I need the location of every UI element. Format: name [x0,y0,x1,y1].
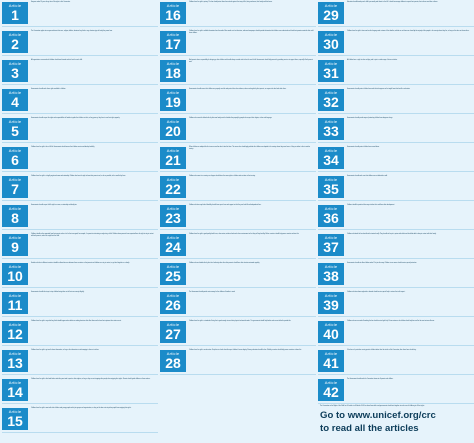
article-text: Governments should provide ways of protecting children from dangerous drugs. [347,118,393,119]
article-label: Article [8,148,22,153]
article-number: 28 [165,355,181,371]
article-badge [2,205,28,227]
article-number: 18 [165,65,181,81]
article-item [2,406,158,433]
article-label: Article [166,235,180,240]
article-item [318,261,474,288]
article-number: 13 [7,355,23,371]
article-item [318,174,474,201]
article-text: Children who have any kind of disability should have special care and support so that they can lead full and independent lives. [189,205,262,206]
article-text: Children have the right to say what they think should happen when adults are making decisions that affect them and to have their opinions taken into account. [31,321,122,322]
article-label: Article [166,293,180,298]
article-number: 37 [323,239,339,255]
article-text: Children have the right to a standard of living that is good enough to meet their physical and mental needs. The government should help families who cannot afford to provide this. [189,321,292,322]
article-number: 29 [323,7,339,23]
article-badge [2,2,28,24]
article-item [2,174,158,201]
article-label: Article [166,351,180,356]
article-label: Article [8,3,22,8]
article-number: 22 [165,181,181,197]
article-label: Article [324,380,338,385]
article-text: Governments should make sure that children are not abducted or sold. [347,176,388,177]
article-number: 6 [11,152,19,168]
article-number: 1 [11,7,19,23]
article-label: Article [166,61,180,66]
article-label: Article [166,3,180,8]
article-badge [2,89,28,111]
article-text: Governments should protect children from work that is dangerous or that might harm their health or education. [347,89,411,90]
article-item [318,319,474,346]
article-badge [318,89,344,111]
article-item [2,232,158,259]
footer-text: The Convention on the Rights of the Child has 54 articles in all. Articles 43-54 are about how adults and governments should work together to make sure all children get all their rights. [320,406,425,407]
article-text: Both parents share responsibility for bringing up their children and should always consider what is best for each child. Governments should help parents by providing services to support them, especially if both parents work. [189,60,313,63]
article-badge [318,2,344,24]
article-number: 25 [165,268,181,284]
article-item [160,319,316,346]
article-label: Article [166,148,180,153]
article-badge [2,263,28,285]
article-item [160,0,316,27]
article-item [160,232,316,259]
article-text: All children have a right to relax and play, and to join in a wide range of leisure activities. [347,60,398,61]
article-number: 42 [323,384,339,400]
article-number: 32 [323,94,339,110]
article-text: Children who are accused of breaking the law should receive legal help. Prison sentences for children should only be used for the most serious offences. [347,321,435,322]
article-badge [160,31,186,53]
article-item [160,174,316,201]
article-text: Children should not be separated from their parents unless it is for their own good, for example, if a parent is mistreating or neglecting a child. Children whose parents have separated have the right to stay in contact with both parents, unless this might hurt the child. [31,234,154,237]
article-number: 24 [165,239,181,255]
article-item [160,145,316,172]
article-number: 38 [323,268,339,284]
article-item [2,29,158,56]
article-badge [2,321,28,343]
article-number: 23 [165,210,181,226]
website-line-1: Go to www.unicef.org/crc [320,409,436,421]
article-text: Children have the right to think and believe what they want and to practise their religion, as long as they are not stopping other people from enjoying their rights. Parents should guide children on these matters. [31,379,151,380]
articles-column-3 [318,0,474,443]
article-badge [160,263,186,285]
article-number: 41 [323,355,339,371]
article-badge [160,350,186,372]
article-badge [160,176,186,198]
article-label: Article [324,351,338,356]
article-text: Children have the right to a legally registered name and nationality. Children also have the right to know their parents and, as far as possible, to be cared for by them. [31,176,126,177]
article-label: Article [166,119,180,124]
article-item [2,290,158,317]
article-badge [160,2,186,24]
article-label: Article [324,3,338,8]
article-number: 8 [11,210,19,226]
article-badge [2,292,28,314]
article-item [160,58,316,85]
article-item [318,87,474,114]
article-label: Article [324,32,338,37]
article-label: Article [324,322,338,327]
article-label: Article [8,32,22,37]
article-text: Families who live in different countries should be allowed to move between those countries so that parents and children can stay in contact, or get back together as a family. [31,263,130,264]
article-number: 7 [11,181,19,197]
article-text: All organisations concerned with children should work towards what is best for each child. [31,60,83,61]
article-text: Children should be protected from any activities that could harm their development. [347,205,395,206]
article-label: Article [166,177,180,182]
article-number: 12 [7,326,23,342]
article-text: Children who are looked after by their local authority rather than their parents should have their situation reviewed regularly. [189,263,260,264]
article-item [160,261,316,288]
article-label: Article [166,264,180,269]
article-item [2,58,158,85]
article-text: Children who break the law should not be treated cruelly. They should not be put in prison with adults and should be able to keep in contact with their family. [347,234,437,235]
article-number: 19 [165,94,181,110]
article-label: Article [166,32,180,37]
article-badge [160,60,186,82]
article-text: Children who have been neglected or abused should receive special help to restore their self-respect. [347,292,406,293]
article-item [2,87,158,114]
article-label: Article [324,293,338,298]
article-label: Article [8,90,22,95]
article-text: Children have the right to learn and use the language and customs of their families, whether or not these are shared by the majority of the people in the country where they live, as long as this does not harm others. [347,31,470,32]
article-number: 20 [165,123,181,139]
article-item [318,348,474,375]
article-item [2,377,158,404]
article-number: 40 [323,326,339,342]
article-number: 17 [165,36,181,52]
footer-block [320,406,472,434]
article-label: Article [324,90,338,95]
article-number: 5 [11,123,19,139]
article-text: Governments should respect child's right to a name, a nationality and family ties. [31,205,78,206]
article-text: The Government should make the Convention known to all parents and children. [347,379,394,380]
article-item [318,290,474,317]
article-label: Article [8,206,22,211]
article-text: Children have the right to live a full life. Governments should ensure that children survive and develop healthily. [31,147,95,148]
article-text: Governments should make these rights available to children. [31,89,66,90]
article-badge [2,147,28,169]
article-badge [160,205,186,227]
article-text: Governments should take steps to stop children being taken out of their own country illegally. [31,292,85,293]
article-label: Article [324,119,338,124]
article-item [2,116,158,143]
article-badge [160,321,186,343]
article-number: 21 [165,152,181,168]
article-label: Article [8,177,22,182]
article-item [2,348,158,375]
article-label: Article [166,206,180,211]
article-number: 14 [7,384,23,400]
article-label: Article [324,148,338,153]
article-badge [318,147,344,169]
article-text: The Convention applies to everyone whatever their race, religion, abilities, whatever they think or say, whatever type of family they come from. [31,31,113,32]
article-number: 30 [323,36,339,52]
article-badge [2,31,28,53]
article-text: Governments should respect the rights and responsibilities of families to guide their children so that, as they grow up, they learn to use their rights properly. [31,118,120,119]
articles-column-1 [2,0,158,443]
article-number: 31 [323,65,339,81]
article-badge [2,379,28,401]
article-item [2,319,158,346]
article-text: Children have the right to meet with other children and young people and to join groups and organisations, as long as this does not stop other people from enjoying their rights. [31,408,132,409]
article-badge [318,292,344,314]
article-label: Article [324,264,338,269]
article-number: 2 [11,36,19,52]
article-label: Article [8,119,22,124]
article-item [160,348,316,375]
article-badge [160,118,186,140]
article-badge [2,350,28,372]
article-label: Article [8,293,22,298]
article-number: 16 [165,7,181,23]
article-badge [2,118,28,140]
article-item [318,58,474,85]
article-label: Article [8,235,22,240]
article-item [160,116,316,143]
article-badge [2,234,28,256]
article-badge [318,118,344,140]
article-item [318,29,474,56]
article-number: 10 [7,268,23,284]
article-item [160,203,316,230]
article-badge [318,31,344,53]
article-number: 4 [11,94,19,110]
article-badge [160,147,186,169]
article-text: Governments should not allow children under 15 to join the army. Children in war zones should receive special protection. [347,263,417,264]
article-label: Article [324,235,338,240]
article-badge [318,350,344,372]
article-number: 15 [7,413,23,429]
article-label: Article [8,322,22,327]
article-text: The Government should provide extra money for the children of families in need. [189,292,236,293]
article-number: 11 [7,297,23,313]
article-label: Article [166,90,180,95]
article-text: Governments should ensure that children are properly cared for and protect them from violence, abuse and neglect by their parents, or anyone else who looks after them. [189,89,287,90]
article-label: Article [166,322,180,327]
article-text: Governments should protect children from sexual abuse. [347,147,380,148]
article-text: Children have the right to privacy. The law should protect them from attacks against their way of life, their good name, their family and their home. [189,2,273,3]
article-label: Article [8,264,22,269]
article-badge [2,176,28,198]
article-badge [160,292,186,314]
article-number: 39 [323,297,339,313]
article-badge [160,234,186,256]
article-text: Education should develop each child's personality and talents to the full. It should encourage children to respect their parents, their cultures and other cultures. [347,2,438,3]
article-badge [318,321,344,343]
article-badge [318,379,344,401]
article-label: Article [8,351,22,356]
article-label: Article [324,177,338,182]
article-text: If the laws of a particular country protects children better than the articles of the Convention, then those laws should stay. [347,350,417,351]
article-badge [318,205,344,227]
article-text: Children who cannot be looked after by their own family must be looked after properly by people who respect their religion, culture and language. [189,118,272,119]
article-badge [318,263,344,285]
article-number: 34 [323,152,339,168]
article-text: Children have the right to good quality health care, clean water, nutritious food and a clean environment so that they will stay healthy. Richer countries should help poorer countries achieve this. [189,234,300,235]
article-number: 3 [11,65,19,81]
article-item [2,0,158,27]
article-item [318,145,474,172]
article-badge [318,176,344,198]
article-item [318,232,474,259]
article-text: Children have the right to get and to share information, as long as the information is not damaging to them or to others. [31,350,100,351]
article-item [318,377,474,404]
article-item [160,87,316,114]
article-item [318,116,474,143]
article-item [2,145,158,172]
article-number: 35 [323,181,339,197]
article-text: When children are adopted the first concern must be what is best for them. The same rules should apply whether the children are adopted in the country where they were born or if they are taken to live in another country. [189,147,311,150]
article-label: Article [324,61,338,66]
article-text: Children who come into a country as refugees should have the same rights as children who are born in that country. [189,176,256,177]
article-label: Article [8,409,22,414]
article-number: 36 [323,210,339,226]
article-badge [2,60,28,82]
article-item [160,290,316,317]
article-label: Article [8,61,22,66]
article-item [318,0,474,27]
article-label: Article [8,380,22,385]
article-number: 26 [165,297,181,313]
article-text: Children have the right to an education. Discipline in schools should respect children's human dignity. Primary education should be free. Wealthy countries should help poorer countries achieve this. [189,350,302,351]
articles-column-2 [160,0,316,443]
article-number: 27 [165,326,181,342]
article-text: Everyone under 18 years of age has all the rights in this Convention. [31,2,71,3]
article-item [2,203,158,230]
article-number: 33 [323,123,339,139]
article-item [160,29,316,56]
article-label: Article [324,206,338,211]
article-badge [2,408,28,430]
article-item [318,203,474,230]
website-line-2: to read all the articles [320,422,419,434]
article-item [2,261,158,288]
article-badge [160,89,186,111]
article-text: Children have the right to reliable information from the media. Mass media such as television, radio and newspapers should provide information that children can understand and should not promote materials that could harm children. [189,31,314,34]
article-number: 9 [11,239,19,255]
article-badge [318,60,344,82]
article-badge [318,234,344,256]
